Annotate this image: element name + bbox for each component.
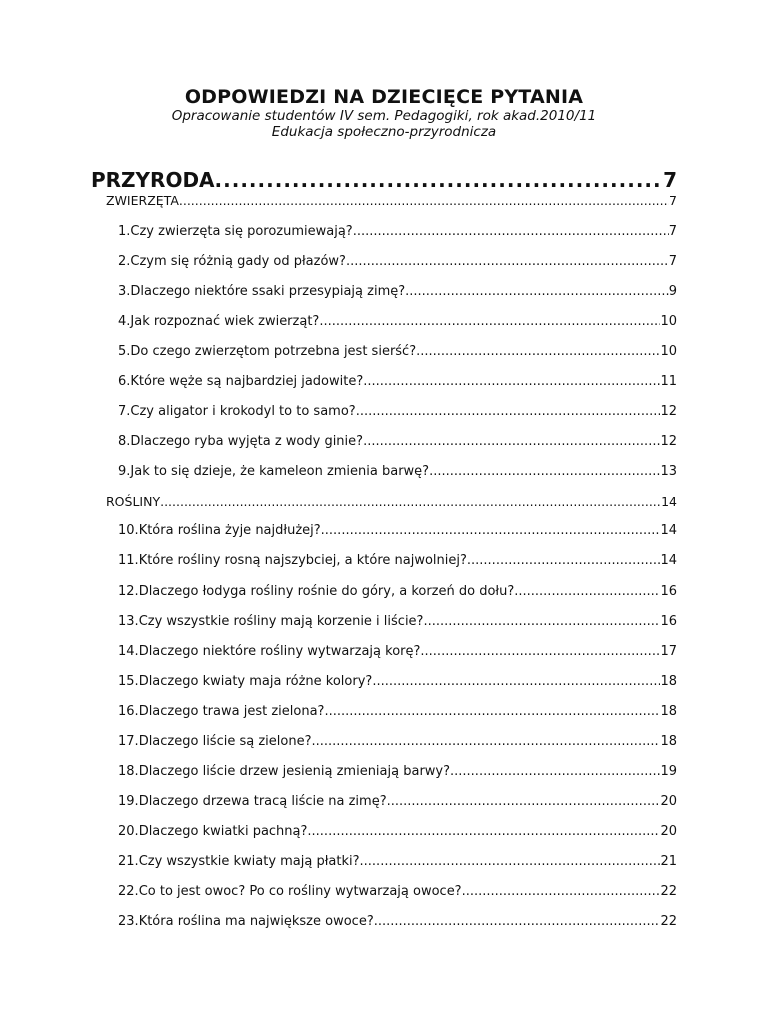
toc-item-number: 2. <box>118 254 131 269</box>
toc-item[interactable] <box>118 884 677 899</box>
document-subtitle-line2: Edukacja społeczno-przyrodnicza <box>271 124 497 140</box>
toc-item[interactable] <box>118 914 677 929</box>
toc-page-number: 9 <box>668 284 677 299</box>
toc-leader-dots <box>215 168 664 192</box>
toc-leader-dots <box>307 824 660 839</box>
toc-item[interactable] <box>118 284 677 299</box>
toc-item[interactable] <box>118 824 677 839</box>
toc-leader-dots <box>423 614 660 629</box>
toc-item[interactable] <box>118 553 677 568</box>
document-title: ODPOWIEDZI NA DZIECIĘCE PYTANIA <box>184 86 584 108</box>
toc-item[interactable] <box>118 584 677 599</box>
toc-item-number: 10. <box>118 523 139 538</box>
toc-leader-dots <box>462 884 661 899</box>
toc-item-number: 17. <box>118 734 139 749</box>
toc-leader-dots <box>374 914 661 929</box>
toc-page-number: 20 <box>660 794 677 809</box>
toc-page-number: 20 <box>660 824 677 839</box>
toc-leader-dots <box>450 764 660 779</box>
toc-item[interactable] <box>118 523 677 538</box>
toc-item-label: Która roślina ma największe owoce? <box>138 914 374 929</box>
toc-page-number: 22 <box>660 914 677 929</box>
toc-leader-dots <box>160 494 661 509</box>
toc-item[interactable] <box>118 854 677 869</box>
toc-item[interactable] <box>118 374 677 389</box>
toc-leader-dots <box>405 284 669 299</box>
toc-category-label: ZWIERZĘTA <box>106 193 179 208</box>
toc-category-rosliny[interactable] <box>106 494 677 509</box>
toc-page-number: 16 <box>660 614 677 629</box>
toc-item-number: 14. <box>118 644 139 659</box>
toc-item-number: 15. <box>118 674 139 689</box>
toc-page-number: 10 <box>660 344 677 359</box>
toc-leader-dots <box>420 644 660 659</box>
toc-item[interactable] <box>118 344 677 359</box>
toc-item[interactable] <box>118 314 677 329</box>
toc-page-number: 16 <box>660 584 677 599</box>
toc-item-label: Jak rozpoznać wiek zwierząt? <box>130 314 320 329</box>
toc-item-label: Jak to się dzieje, że kameleon zmienia barwę? <box>130 464 430 479</box>
toc-item-number: 4. <box>118 314 131 329</box>
toc-item[interactable] <box>118 434 677 449</box>
toc-leader-dots <box>467 553 661 568</box>
toc-leader-dots <box>353 224 669 239</box>
toc-item[interactable] <box>118 404 677 419</box>
toc-page-number: 18 <box>660 704 677 719</box>
toc-leader-dots <box>319 314 660 329</box>
toc-page-number: 11 <box>660 374 677 389</box>
toc-item-number: 16. <box>118 704 139 719</box>
toc-item-number: 13. <box>118 614 139 629</box>
toc-category-zwierzeta[interactable] <box>106 193 677 208</box>
toc-item-label: Które węże są najbardziej jadowite? <box>130 374 364 389</box>
toc-page-number: 19 <box>660 764 677 779</box>
toc-page-number: 14 <box>661 494 677 509</box>
toc-item-number: 23. <box>118 914 139 929</box>
toc-page-number: 21 <box>660 854 677 869</box>
toc-leader-dots <box>311 734 660 749</box>
toc-leader-dots <box>387 794 661 809</box>
toc-leader-dots <box>416 344 660 359</box>
toc-page-number: 10 <box>660 314 677 329</box>
toc-item-label: Dlaczego trawa jest zielona? <box>138 704 325 719</box>
toc-item-number: 19. <box>118 794 139 809</box>
toc-item[interactable] <box>118 764 677 779</box>
toc-section-label: PRZYRODA <box>91 168 215 192</box>
toc-item-label: Która roślina żyje najdłużej? <box>138 523 321 538</box>
toc-item-label: Do czego zwierzętom potrzebna jest sierść? <box>130 344 417 359</box>
toc-item-label: Dlaczego łodyga rośliny rośnie do góry, a korzeń do dołu? <box>138 584 515 599</box>
toc-item-number: 12. <box>118 584 139 599</box>
document-subtitle-line1: Opracowanie studentów IV sem. Pedagogiki, rok akad.2010/11 <box>171 108 597 124</box>
toc-item[interactable] <box>118 794 677 809</box>
toc-page-number: 7 <box>663 168 677 192</box>
toc-item-number: 21. <box>118 854 139 869</box>
toc-item-label: Dlaczego liście drzew jesienią zmieniają barwy? <box>138 764 451 779</box>
toc-leader-dots <box>514 584 660 599</box>
toc-page-number: 12 <box>660 404 677 419</box>
toc-item-label: Dlaczego kwiaty maja różne kolory? <box>138 674 373 689</box>
toc-item-number: 3. <box>118 284 131 299</box>
toc-leader-dots <box>346 254 669 269</box>
toc-page-number: 13 <box>660 464 677 479</box>
toc-item[interactable] <box>118 614 677 629</box>
toc-item-label: Dlaczego ryba wyjęta z wody ginie? <box>130 434 364 449</box>
toc-leader-dots <box>179 193 669 208</box>
toc-page-number: 7 <box>669 193 677 208</box>
toc-item-label: Co to jest owoc? Po co rośliny wytwarzają owoce? <box>138 884 462 899</box>
toc-item-label: Czy aligator i krokodyl to to samo? <box>130 404 356 419</box>
toc-item[interactable] <box>118 734 677 749</box>
toc-item-label: Czy wszystkie kwiaty mają płatki? <box>138 854 360 869</box>
toc-item[interactable] <box>118 224 677 239</box>
toc-item[interactable] <box>118 464 677 479</box>
toc-item-label: Dlaczego liście są zielone? <box>138 734 312 749</box>
toc-category-label: ROŚLINY <box>106 494 161 509</box>
toc-item-number: 9. <box>118 464 131 479</box>
toc-item-number: 1. <box>118 224 131 239</box>
toc-page-number: 18 <box>660 734 677 749</box>
toc-page-number: 22 <box>660 884 677 899</box>
toc-item-label: Dlaczego drzewa tracą liście na zimę? <box>138 794 387 809</box>
toc-page-number: 7 <box>668 254 677 269</box>
toc-item-label: Które rośliny rosną najszybciej, a które najwolniej? <box>138 553 467 568</box>
toc-item-label: Czy wszystkie rośliny mają korzenie i liście? <box>138 614 424 629</box>
toc-leader-dots <box>429 464 660 479</box>
toc-leader-dots <box>356 404 661 419</box>
toc-item-number: 11. <box>118 553 139 568</box>
toc-page-number: 14 <box>660 553 677 568</box>
toc-item-number: 7. <box>118 404 131 419</box>
toc-item-number: 5. <box>118 344 131 359</box>
toc-item-label: Dlaczego niektóre rośliny wytwarzają korę? <box>138 644 421 659</box>
toc-page-number: 14 <box>660 523 677 538</box>
toc-item-number: 20. <box>118 824 139 839</box>
toc-page-number: 17 <box>660 644 677 659</box>
toc-leader-dots <box>372 674 660 689</box>
toc-leader-dots <box>363 374 660 389</box>
toc-item-number: 8. <box>118 434 131 449</box>
toc-leader-dots <box>321 523 661 538</box>
toc-item[interactable] <box>118 674 677 689</box>
toc-item-label: Czy zwierzęta się porozumiewają? <box>130 224 353 239</box>
toc-item[interactable] <box>118 254 677 269</box>
toc-item-label: Dlaczego niektóre ssaki przesypiają zimę? <box>130 284 406 299</box>
toc-page-number: 12 <box>660 434 677 449</box>
toc-item[interactable] <box>118 704 677 719</box>
toc-page-number: 18 <box>660 674 677 689</box>
toc-item-number: 6. <box>118 374 131 389</box>
toc-section-przyroda[interactable] <box>91 168 677 192</box>
toc-item-number: 22. <box>118 884 139 899</box>
toc-leader-dots <box>360 854 661 869</box>
toc-item[interactable] <box>118 644 677 659</box>
toc-item-label: Czym się różnią gady od płazów? <box>130 254 346 269</box>
toc-item-label: Dlaczego kwiatki pachną? <box>138 824 308 839</box>
toc-page-number: 7 <box>668 224 677 239</box>
toc-leader-dots <box>363 434 660 449</box>
toc-item-number: 18. <box>118 764 139 779</box>
toc-leader-dots <box>324 704 660 719</box>
